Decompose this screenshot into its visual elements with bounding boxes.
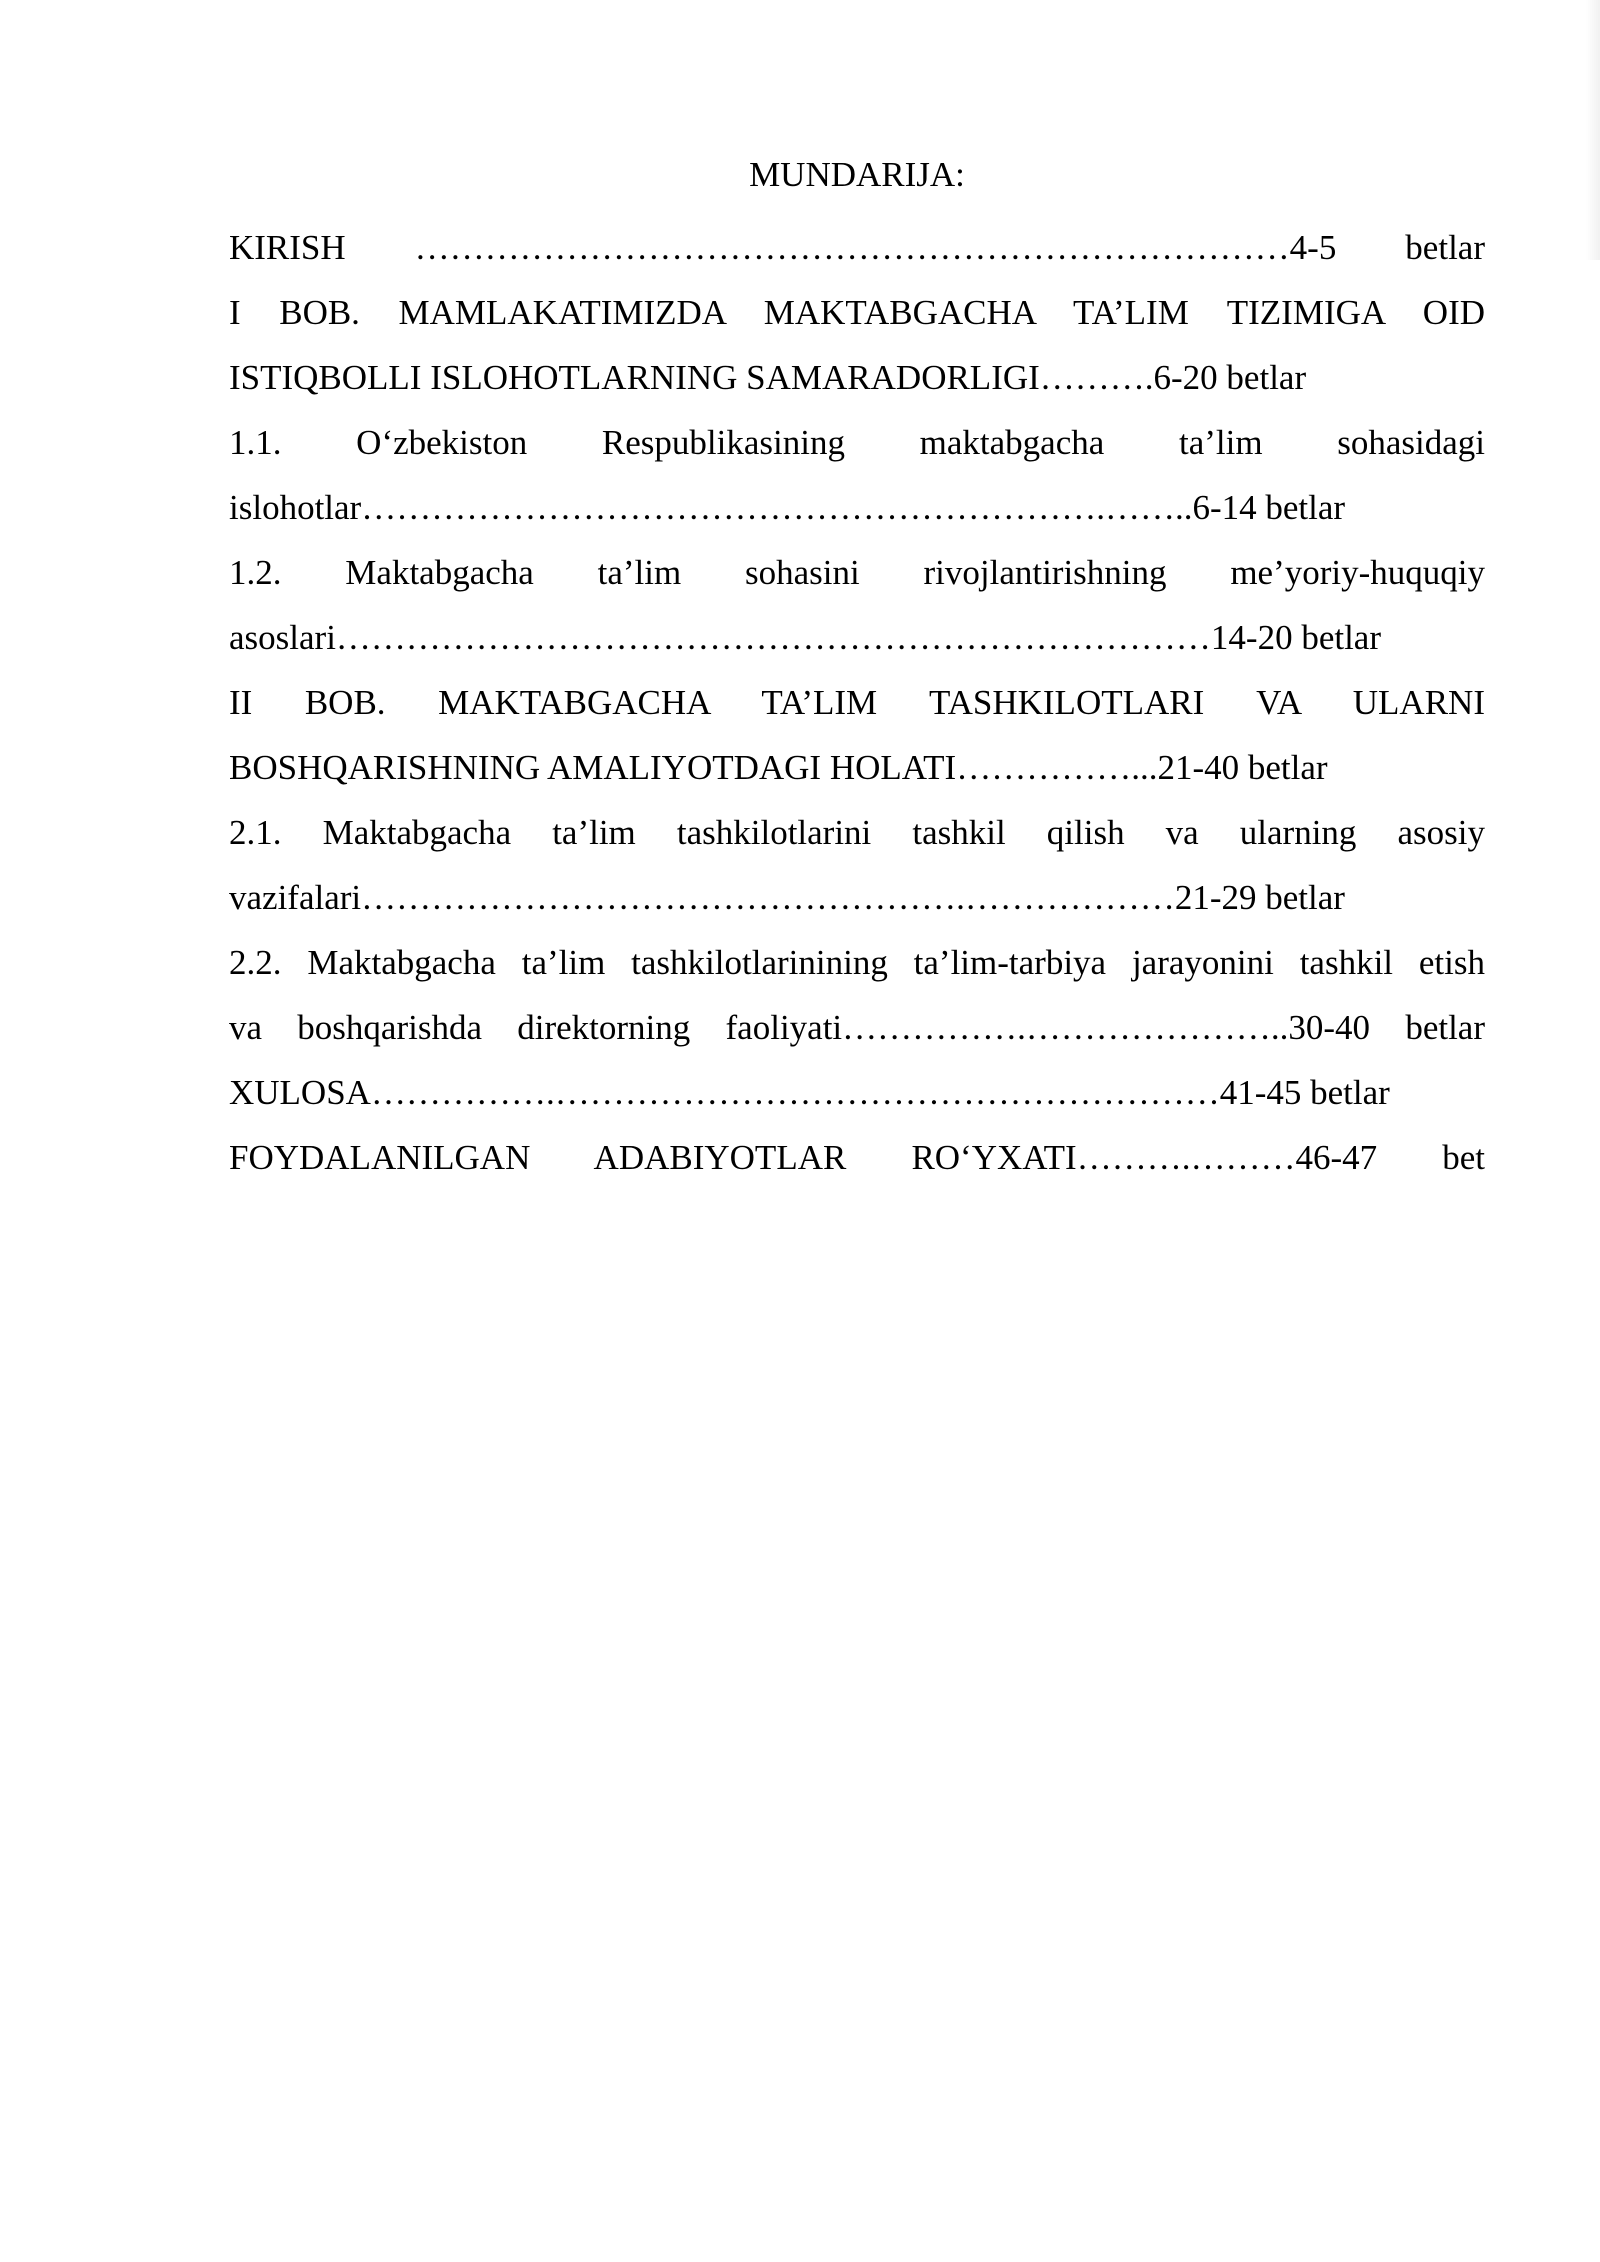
toc-line-section-1-2-cont: asoslari…………………………………………………………………14-20 betlar	[229, 618, 1381, 657]
toc-line-chapter-1-title-cont: ISTIQBOLLI ISLOHOTLARNING SAMARADORLIGI……….6-20 betlar	[229, 358, 1307, 397]
toc-line-section-1-1: 1.1. O‘zbekiston Respublikasining maktabgacha ta’lim sohasidagi	[229, 423, 1485, 462]
toc-line-conclusion: XULOSA…………….…………………………………………………41-45 betlar	[229, 1073, 1390, 1112]
toc-line-section-2-1-cont: vazifalari…………………………………………….………………21-29 betlar	[229, 878, 1345, 917]
toc-line-section-2-2-cont: va boshqarishda direktorning faoliyati…………….…………………..30-40 betlar	[229, 1008, 1485, 1047]
toc-line-section-1-2: 1.2. Maktabgacha ta’lim sohasini rivojlantirishning me’yoriy-huquqiy	[229, 553, 1485, 592]
toc-line-chapter-1-title: I BOB. MAMLAKATIMIZDA MAKTABGACHA TA’LIM TIZIMIGA OID	[229, 293, 1485, 332]
page-edge-shadow	[1586, 0, 1600, 260]
toc-line-references: FOYDALANILGAN ADABIYOTLAR RO‘YXATI……….………46-47 bet	[229, 1138, 1485, 1177]
toc-line-section-2-1: 2.1. Maktabgacha ta’lim tashkilotlarini tashkil qilish va ularning asosiy	[229, 813, 1485, 852]
toc-heading: MUNDARIJA:	[749, 155, 965, 194]
toc-line-chapter-2-title-cont: BOSHQARISHNING AMALIYOTDAGI HOLATI……………...21-40 betlar	[229, 748, 1328, 787]
toc-line-chapter-2-title: II BOB. MAKTABGACHA TA’LIM TASHKILOTLARI VA ULARNI	[229, 683, 1485, 722]
toc-line-section-2-2: 2.2. Maktabgacha ta’lim tashkilotlarinining ta’lim-tarbiya jarayonini tashkil etish	[229, 943, 1485, 982]
toc-line-section-1-1-cont: islohotlar……………………………………………………….……..6-14 betlar	[229, 488, 1346, 527]
table-of-contents	[229, 150, 1485, 1190]
toc-line-introduction: KIRISH …………………………………………………………………4-5 betlar	[229, 228, 1485, 267]
